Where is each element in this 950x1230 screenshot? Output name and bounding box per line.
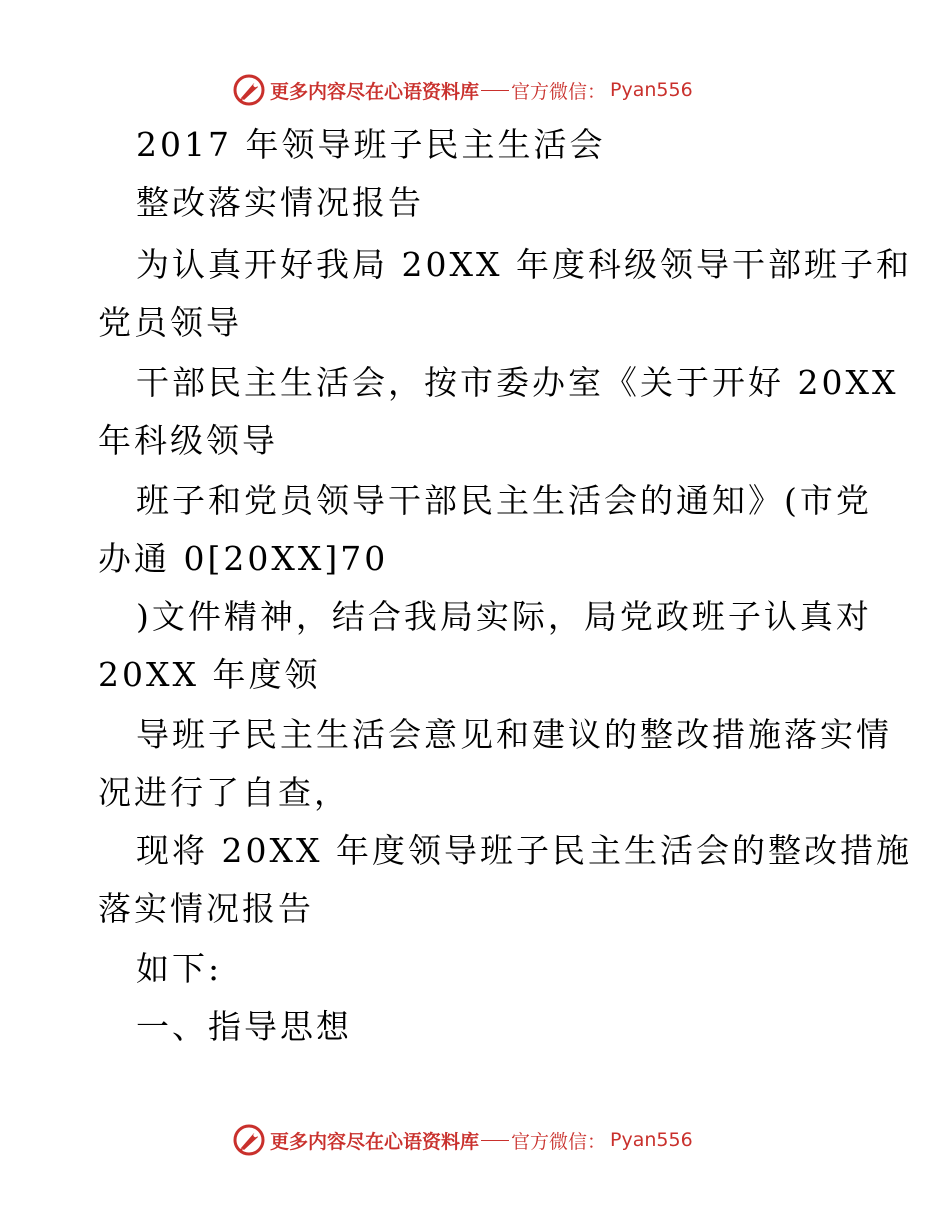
- doc-paragraph-line: 干部民主生活会，按市委办室《关于开好 20XX: [136, 363, 899, 402]
- banner-text: 更多内容尽在心语资料库: [270, 80, 480, 103]
- doc-paragraph-line: 现将 20XX 年度领导班子民主生活会的整改措施: [136, 831, 912, 870]
- doc-paragraph-line: 如下:: [136, 949, 223, 988]
- banner-wechat-label: 官方微信：: [511, 1130, 607, 1153]
- doc-paragraph-line: 20XX 年度领: [98, 655, 321, 694]
- banner-dash: [481, 1140, 509, 1141]
- doc-paragraph-line: 导班子民主生活会意见和建议的整改措施落实情: [136, 715, 892, 754]
- banner-wechat-id: Pyan556: [610, 1129, 693, 1151]
- banner-wechat-id: Pyan556: [610, 79, 693, 101]
- doc-paragraph-line: 况进行了自查，: [98, 773, 350, 812]
- doc-paragraph-line: 办通 0[20XX]70: [98, 539, 389, 578]
- footer-banner: [232, 1120, 693, 1160]
- header-banner: [232, 70, 693, 110]
- doc-paragraph-line: 班子和党员领导干部民主生活会的通知》(市党: [136, 481, 872, 520]
- doc-paragraph-line: )文件精神，结合我局实际，局党政班子认真对: [136, 597, 872, 636]
- banner-dash: [481, 90, 509, 91]
- doc-paragraph-line: 党员领导: [98, 303, 242, 342]
- banner-wechat-label: 官方微信：: [511, 80, 607, 103]
- doc-paragraph-line: 为认真开好我局 20XX 年度科级领导干部班子和: [136, 245, 912, 284]
- banner-text: 更多内容尽在心语资料库: [270, 1130, 480, 1153]
- pen-nib-logo-icon: [232, 1123, 266, 1157]
- doc-section-heading: 一、指导思想: [136, 1007, 352, 1046]
- doc-paragraph-line: 年科级领导: [98, 421, 278, 460]
- doc-title-line-2: 整改落实情况报告: [136, 183, 424, 222]
- doc-paragraph-line: 落实情况报告: [98, 889, 314, 928]
- pen-nib-logo-icon: [232, 73, 266, 107]
- doc-title-line-1: 2017 年领导班子民主生活会: [136, 125, 606, 164]
